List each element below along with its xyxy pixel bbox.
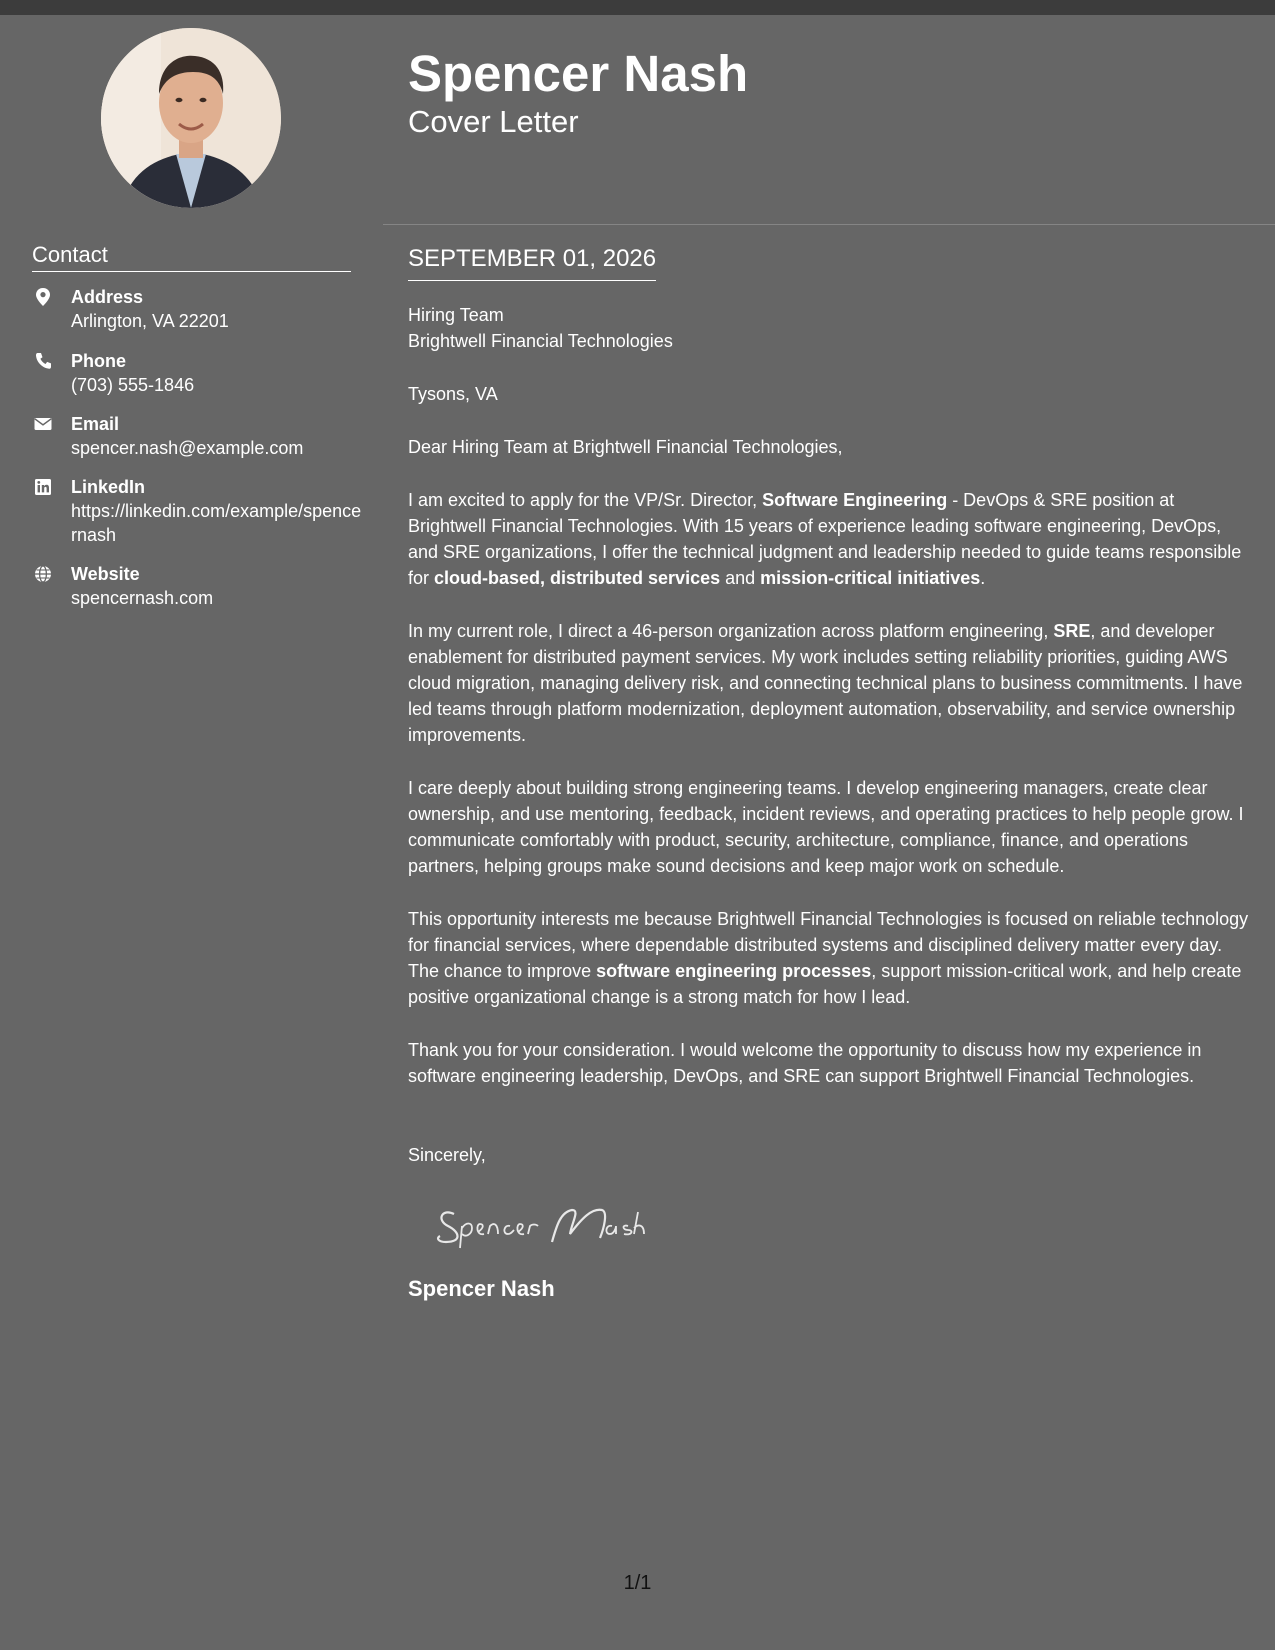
- phone-label: Phone: [71, 351, 127, 371]
- phone-icon: [34, 351, 52, 371]
- map-pin-icon: [34, 287, 52, 307]
- page-number: 1/1: [623, 1572, 652, 1594]
- paragraph-5: Thank you for your consideration. I would welcome the opportunity to discuss how my experience in software engineering leadership, DevOps, and SRE can support Brightwell Financial Technologies.: [408, 1040, 1202, 1086]
- signature-image: [432, 1198, 1250, 1254]
- applicant-name: Spencer Nash: [408, 45, 749, 102]
- address-label: Address: [71, 287, 144, 307]
- sidebar: [0, 15, 383, 1650]
- signer-name: Spencer Nash: [408, 1276, 555, 1301]
- salutation: Dear Hiring Team at Brightwell Financial Technologies,: [408, 437, 843, 457]
- phone-value: (703) 555-1846: [71, 375, 195, 395]
- profile-photo: [101, 28, 281, 208]
- linkedin-icon: [34, 477, 52, 497]
- contact-address: [32, 285, 229, 333]
- recipient-name: Hiring Team: [408, 305, 504, 325]
- contact-phone: [32, 349, 194, 397]
- closing: Sincerely,: [408, 1145, 486, 1165]
- recipient-company: Brightwell Financial Technologies: [408, 331, 673, 351]
- website-value[interactable]: spencernash.com: [71, 588, 214, 608]
- paragraph-2: In my current role, I direct a 46-person organization across platform engineering, SRE, and developer enablement for distributed payment services. My work includes setting reliability priorities, guiding AWS cloud migration, managing delivery risk, and connecting technical plans to business commitments. I have led teams through platform modernization, deployment automation, observability, and service ownership improvements.: [408, 621, 1243, 745]
- website-label: Website: [71, 564, 140, 584]
- envelope-icon: [34, 414, 52, 434]
- email-value[interactable]: spencer.nash@example.com: [71, 438, 304, 458]
- recipient-block: [408, 302, 1250, 354]
- linkedin-value[interactable]: https://linkedin.com/example/spencernash: [71, 501, 362, 545]
- address-value: Arlington, VA 22201: [71, 311, 229, 331]
- header-divider: [383, 224, 1275, 225]
- recipient-location: Tysons, VA: [408, 384, 498, 404]
- paragraph-1: I am excited to apply for the VP/Sr. Director, Software Engineering - DevOps & SRE position at Brightwell Financial Technologies. With 15 years of experience leading software engineering, DevOps, and SRE organizations, I offer the technical judgment and leadership needed to guide teams responsible for cloud-based, distributed services and mission-critical initiatives.: [408, 490, 1242, 588]
- contact-email: [32, 412, 303, 460]
- contact-linkedin: [32, 475, 362, 547]
- contact-heading: Contact: [32, 241, 351, 272]
- linkedin-label: LinkedIn: [71, 477, 146, 497]
- letter-body: [408, 302, 1250, 1304]
- paragraph-4: This opportunity interests me because Brightwell Financial Technologies is focused on reliable technology for financial services, where dependable distributed systems and disciplined delivery matter every day. The chance to improve software engineering processes, support mission-critical work, and help create positive organizational change is a strong match for how I lead.: [408, 909, 1249, 1007]
- top-bar: [0, 0, 1275, 15]
- letter-date: SEPTEMBER 01, 2026: [408, 244, 656, 281]
- globe-icon: [34, 564, 52, 584]
- paragraph-3: I care deeply about building strong engineering teams. I develop engineering managers, create clear ownership, and use mentoring, feedback, incident reviews, and operating practices to help people grow. I communicate comfortably with product, security, architecture, compliance, finance, and operations partners, helping groups make sound decisions and keep major work on schedule.: [408, 778, 1244, 876]
- document-type: Cover Letter: [408, 104, 579, 139]
- email-label: Email: [71, 414, 120, 434]
- contact-website: [32, 562, 213, 610]
